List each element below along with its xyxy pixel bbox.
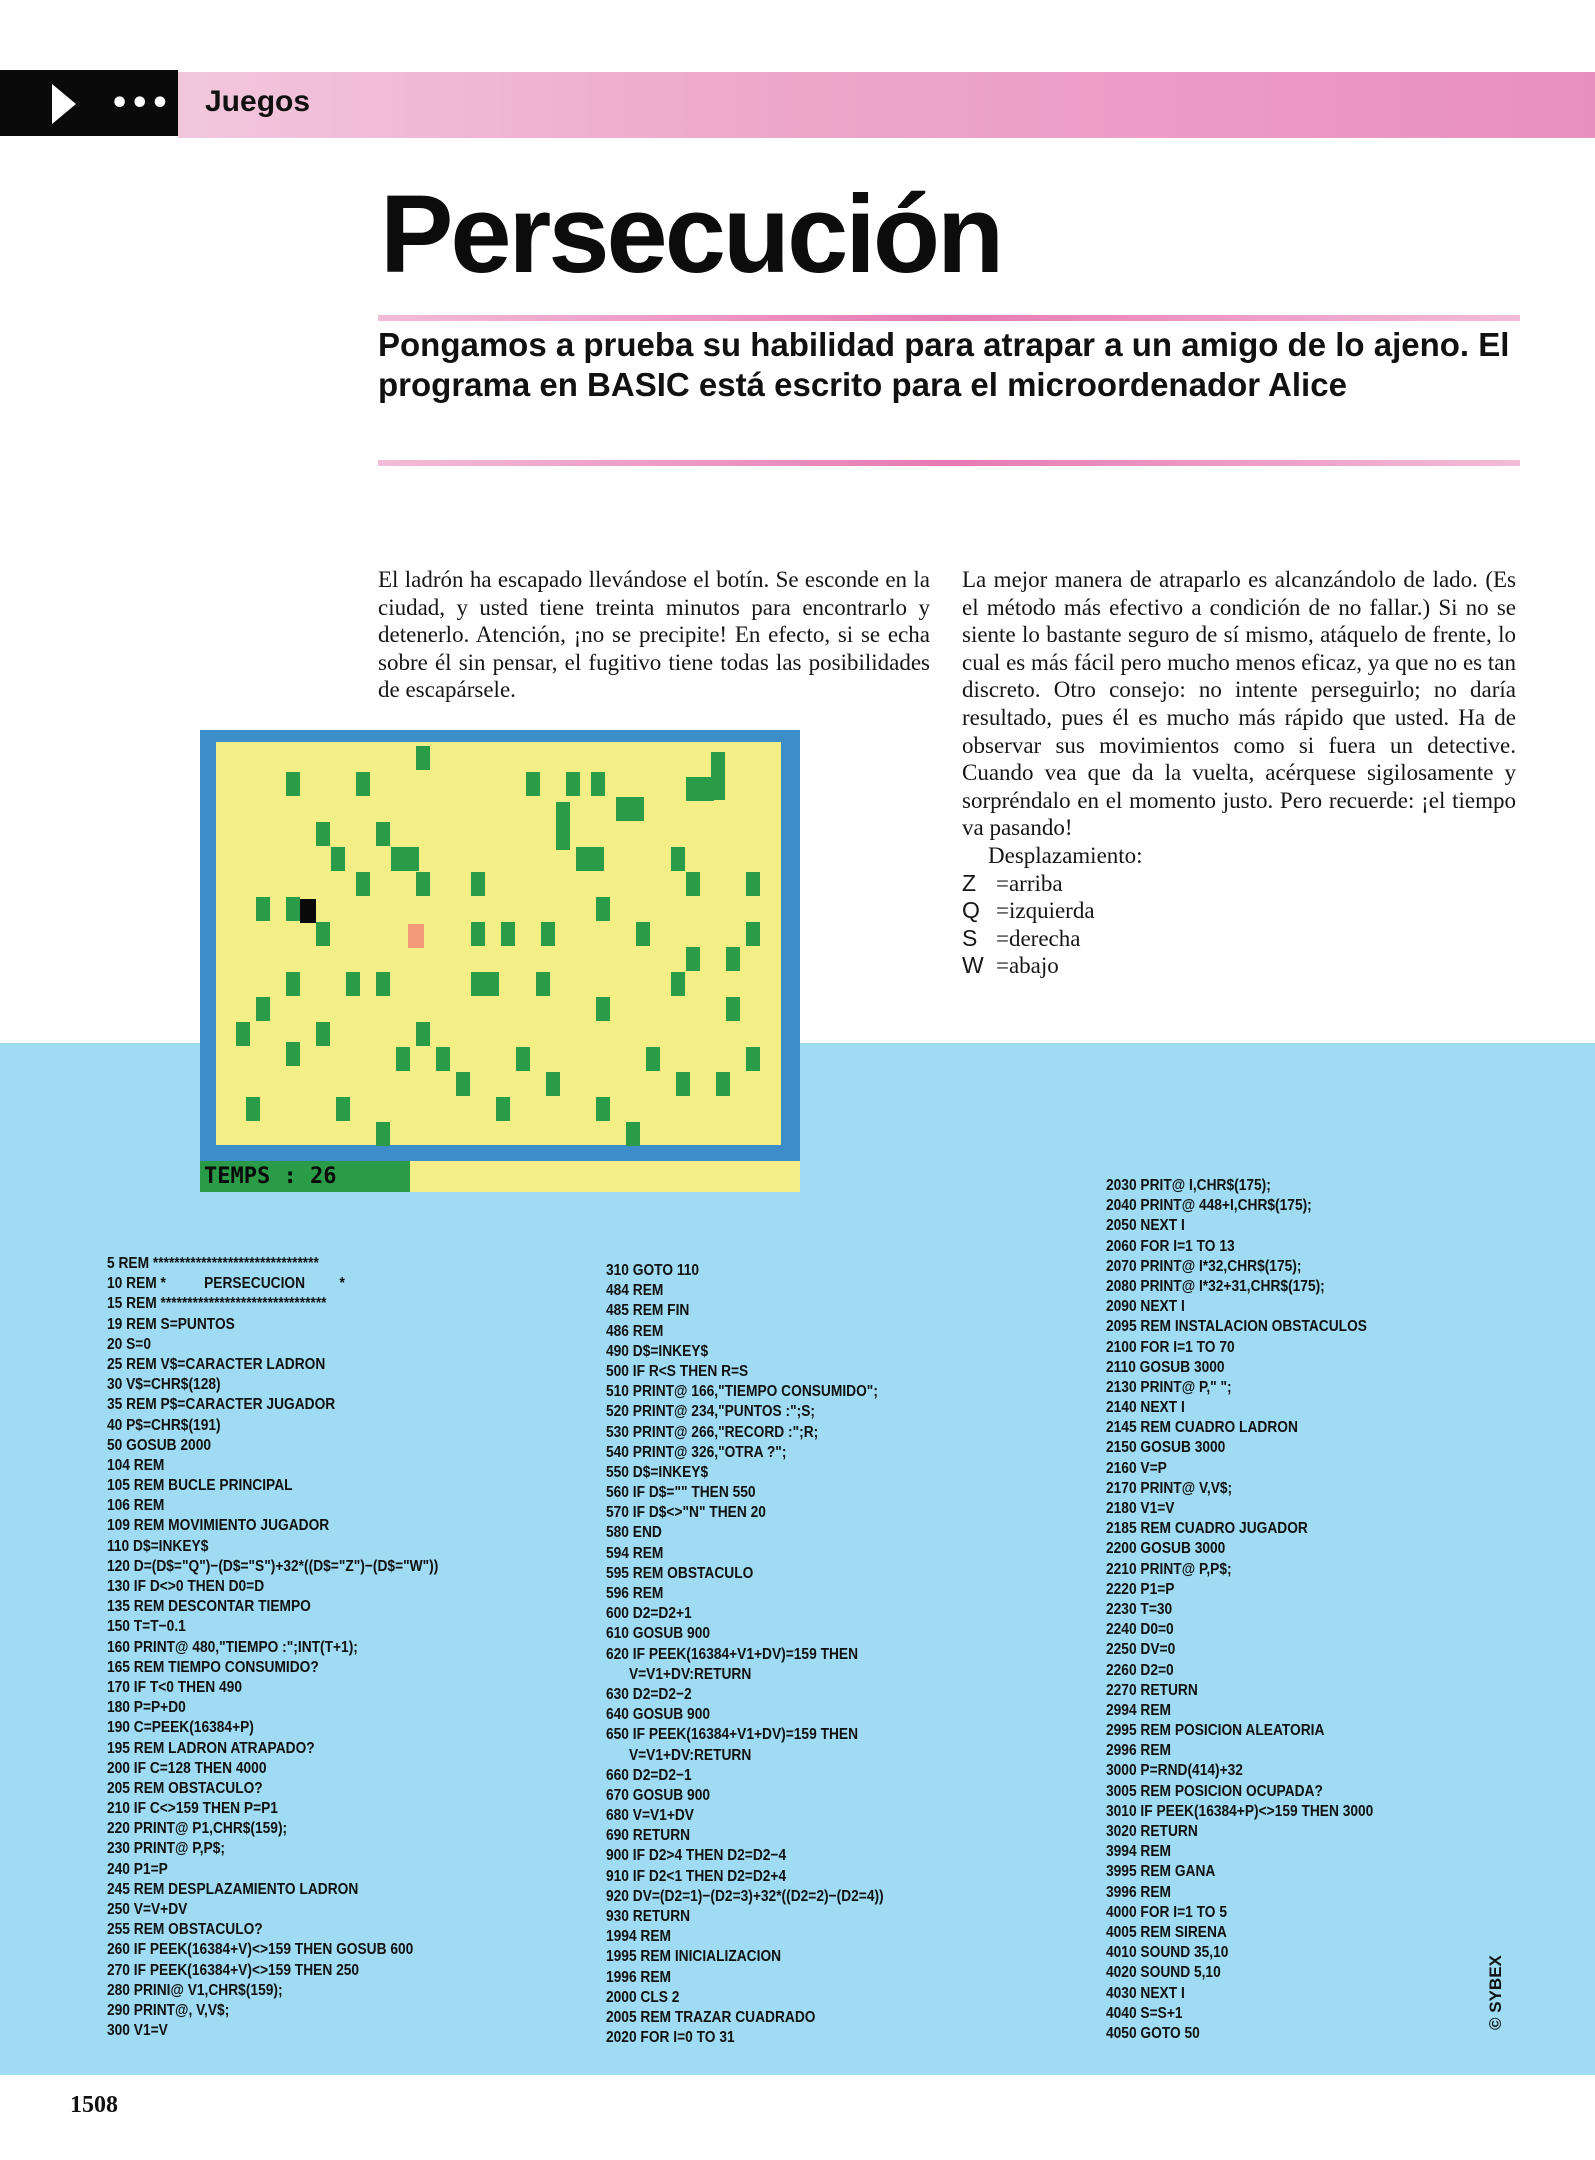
code-line: 2170 PRINT@ V,V$; [1106,1479,1233,1497]
code-line: 3000 P=RND(414)+32 [1106,1762,1243,1780]
code-line: 280 PRINI@ V1,CHR$(159); [107,1981,283,1999]
code-line: 255 REM OBSTACULO? [107,1921,263,1939]
code-line: 930 RETURN [606,1908,691,1925]
obstacle-tile [546,1072,560,1096]
code-line: 40 P$=CHR$(191) [107,1416,221,1434]
code-line: 25 REM V$=CARACTER LADRON [107,1355,326,1373]
code-line: 2160 V=P [1106,1459,1167,1477]
code-line: 310 GOTO 110 [606,1262,700,1279]
obstacle-tile [471,922,485,946]
section-band [178,72,1595,138]
divider-bottom [378,460,1520,466]
code-line: 484 REM [606,1282,664,1300]
code-line: 670 GOSUB 900 [606,1786,711,1804]
obstacle-tile [686,777,714,801]
code-line: 2995 REM POSICION ALEATORIA [1106,1722,1325,1740]
code-line: 230 PRINT@ P,P$; [107,1840,225,1858]
obstacle-tile [316,1022,330,1046]
obstacle-tile [286,772,300,796]
obstacle-tile [286,897,300,921]
code-line: 245 REM DESPLAZAMIENTO LADRON [107,1880,359,1898]
code-line: 2130 PRINT@ P," "; [1106,1378,1232,1396]
code-line: 200 IF C=128 THEN 4000 [107,1759,267,1777]
code-line: 610 GOSUB 900 [606,1625,711,1643]
code-line: 110 D$=INKEY$ [107,1537,209,1555]
section-dots: ••• [110,86,171,121]
code-line: 290 PRINT@, V,V$; [107,2001,230,2019]
obstacle-tile [576,847,604,871]
code-line: 150 T=T−0.1 [107,1618,186,1636]
obstacle-tile [416,1022,430,1046]
obstacle-tile [726,997,740,1021]
obstacle-tile [246,1097,260,1121]
code-line: 109 REM MOVIMIENTO JUGADOR [107,1517,330,1535]
code-line: 260 IF PEEK(16384+V)<>159 THEN GOSUB 600 [107,1941,414,1959]
obstacle-tile [746,1047,760,1071]
code-line: 910 IF D2<1 THEN D2=D2+4 [606,1867,787,1885]
code-line: 2110 GOSUB 3000 [1106,1358,1225,1376]
obstacle-tile [671,972,685,996]
page-bottom-margin [0,2075,1595,2160]
game-screenshot [200,730,800,1192]
code-line: V=V1+DV:RETURN [606,1746,752,1764]
obstacle-tile [591,772,605,796]
obstacle-tile [671,847,685,871]
page-title: Persecución [380,173,1002,296]
code-line: 3995 REM GANA [1106,1863,1216,1881]
obstacle-tile [566,772,580,796]
code-line: 35 REM P$=CARACTER JUGADOR [107,1396,336,1414]
obstacle-tile [456,1072,470,1096]
control-row [962,870,1516,898]
code-line: 2220 P1=P [1106,1580,1175,1598]
obstacle-tile [376,822,390,846]
code-line: 15 REM ******************************* [107,1295,327,1313]
obstacle-tile [356,772,370,796]
code-line: 195 REM LADRON ATRAPADO? [107,1739,315,1757]
code-line: 165 REM TIEMPO CONSUMIDO? [107,1658,319,1676]
code-line: 600 D2=D2+1 [606,1605,692,1623]
control-action: =arriba [996,870,1063,896]
code-line: V=V1+DV:RETURN [606,1665,752,1683]
obstacle-tile [616,797,644,821]
obstacle-tile [346,972,360,996]
obstacle-tile [376,972,390,996]
code-line: 3996 REM [1106,1883,1172,1901]
thief-sprite [300,899,316,923]
obstacle-tile [726,947,740,971]
code-line: 3994 REM [1106,1843,1172,1861]
code-line: 4040 S=S+1 [1106,2004,1183,2022]
code-line: 485 REM FIN [606,1302,690,1320]
code-line: 4000 FOR I=1 TO 5 [1106,1903,1227,1921]
code-line: 160 PRINT@ 480,"TIEMPO :";INT(T+1); [107,1638,358,1656]
status-bar [200,1161,800,1192]
obstacle-tile [316,822,330,846]
obstacle-tile [501,922,515,946]
code-line: 2050 NEXT I [1106,1217,1185,1235]
code-line: 560 IF D$="" THEN 550 [606,1484,756,1502]
obstacle-tile [676,1072,690,1096]
copyright-notice: © SYBEX [1486,1955,1505,2030]
obstacle-tile [646,1047,660,1071]
code-line: 4050 GOTO 50 [1106,2024,1200,2042]
control-action: =derecha [996,925,1081,951]
code-line: 50 GOSUB 2000 [107,1436,212,1454]
player-sprite [408,924,424,948]
code-line: 620 IF PEEK(16384+V1+DV)=159 THEN [606,1645,859,1663]
obstacle-tile [331,847,345,871]
code-line: 540 PRINT@ 326,"OTRA ?"; [606,1443,787,1461]
code-line: 104 REM [107,1456,165,1474]
code-line: 2180 V1=V [1106,1500,1175,1517]
obstacle-tile [636,922,650,946]
obstacle-tile [596,897,610,921]
code-line: 630 D2=D2−2 [606,1685,692,1703]
code-line: 3020 RETURN [1106,1823,1198,1840]
obstacle-tile [416,872,430,896]
code-line: 550 D$=INKEY$ [606,1463,709,1481]
code-line: 500 IF R<S THEN R=S [606,1362,749,1380]
control-action: =izquierda [996,898,1095,924]
obstacle-tile [626,1122,640,1146]
obstacle-tile [516,1047,530,1071]
code-line: 594 REM [606,1544,664,1562]
code-line: 19 REM S=PUNTOS [107,1315,235,1333]
code-line: 105 REM BUCLE PRINCIPAL [107,1477,293,1495]
obstacle-tile [496,1097,510,1121]
listing-column-1 [107,1254,438,2041]
code-line: 5 REM ******************************* [107,1255,319,1272]
code-line: 2996 REM [1106,1742,1172,1760]
code-line: 2250 DV=0 [1106,1641,1176,1659]
code-line: 2090 NEXT I [1106,1298,1185,1316]
code-line: 510 PRINT@ 166,"TIEMPO CONSUMIDO"; [606,1383,878,1401]
code-line: 180 P=P+D0 [107,1699,186,1717]
obstacle-tile [556,802,570,850]
code-line: 4020 SOUND 5,10 [1106,1964,1221,1982]
obstacle-tile [596,1097,610,1121]
obstacle-tile [236,1022,250,1046]
code-line: 240 P1=P [107,1860,168,1878]
code-line: 2185 REM CUADRO JUGADOR [1106,1520,1308,1538]
code-line: 2060 FOR I=1 TO 13 [1106,1237,1235,1255]
obstacle-tile [356,872,370,896]
code-line: 4005 REM SIRENA [1106,1923,1227,1941]
code-line: 2200 GOSUB 3000 [1106,1540,1226,1558]
obstacle-tile [716,1072,730,1096]
code-line: 486 REM [606,1322,664,1340]
obstacle-tile [416,746,430,770]
obstacle-tile [526,772,540,796]
obstacle-tile [436,1047,450,1071]
code-line: 270 IF PEEK(16384+V)<>159 THEN 250 [107,1961,360,1979]
code-line: 170 IF T<0 THEN 490 [107,1678,242,1696]
divider-top [378,315,1520,321]
code-line: 4030 NEXT I [1106,1984,1185,2002]
code-line: 120 D=(D$="Q")−(D$="S")+32*((D$="Z")−(D$="W")) [107,1557,439,1575]
code-line: 106 REM [107,1497,165,1515]
obstacle-tile [256,997,270,1021]
code-line: 920 DV=(D2=1)−(D2=3)+32*((D2=2)−(D2=4)) [606,1887,884,1905]
code-line: 690 RETURN [606,1827,691,1845]
obstacle-tile [256,897,270,921]
code-line: 2005 REM TRAZAR CUADRADO [606,2008,816,2026]
control-row [962,925,1516,953]
code-line: 250 V=V+DV [107,1901,188,1918]
listing-column-2 [606,1261,884,2048]
time-readout: TEMPS : 26 [204,1164,337,1189]
code-line: 2100 FOR I=1 TO 70 [1106,1338,1235,1356]
game-playfield [216,742,781,1145]
code-line: 2994 REM [1106,1701,1172,1719]
code-line: 680 V=V1+DV [606,1807,694,1825]
obstacle-tile [541,922,555,946]
code-line: 520 PRINT@ 234,"PUNTOS :";S; [606,1403,815,1421]
code-line: 596 REM [606,1585,664,1602]
obstacle-tile [376,1122,390,1146]
code-line: 2070 PRINT@ I*32,CHR$(175); [1106,1257,1302,1275]
controls-title: Desplazamiento: [988,842,1143,868]
code-line: 2080 PRINT@ I*32+31,CHR$(175); [1106,1277,1325,1295]
obstacle-tile [396,1047,410,1071]
code-line: 4010 SOUND 35,10 [1106,1944,1229,1962]
code-line: 2145 REM CUADRO LADRON [1106,1419,1298,1437]
obstacle-tile [746,872,760,896]
code-line: 210 IF C<>159 THEN P=P1 [107,1800,278,1818]
control-action: =abajo [996,953,1059,979]
body-column-2 [962,566,1516,980]
body-column-1: El ladrón ha escapado llevándose el botín. Se esconde en la ciudad, y usted tiene treinta minutos para encontrarlo y detenerlo. Atención, ¡no se precipite! En efecto, si se echa sobre él sin pensar, el fugitivo tiene todas las posibilidades de escapársele. [378,567,930,703]
code-line: 130 IF D<>0 THEN D0=D [107,1578,265,1595]
code-line: 650 IF PEEK(16384+V1+DV)=159 THEN [606,1726,859,1744]
code-line: 2230 T=30 [1106,1600,1173,1618]
code-line: 2260 D2=0 [1106,1661,1174,1679]
page-number: 1508 [70,2092,118,2118]
code-line: 220 PRINT@ P1,CHR$(159); [107,1820,288,1838]
code-line: 300 V1=V [107,2022,168,2040]
code-line: 2140 NEXT I [1106,1399,1185,1417]
code-line: 30 V$=CHR$(128) [107,1376,221,1394]
obstacle-tile [336,1097,350,1121]
obstacle-tile [471,972,499,996]
code-line: 2095 REM INSTALACION OBSTACULOS [1106,1318,1367,1336]
code-line: 2240 D0=0 [1106,1621,1174,1639]
code-line: 2040 PRINT@ 448+I,CHR$(175); [1106,1197,1312,1215]
control-row [962,952,1516,980]
lead-paragraph: Pongamos a prueba su habilidad para atrapar a un amigo de lo ajeno. El programa en BASIC está escrito para el microordenador Alice [378,326,1510,403]
code-line: 2000 CLS 2 [606,1988,680,2006]
obstacle-tile [686,947,700,971]
code-line: 570 IF D$<>"N" THEN 20 [606,1504,766,1522]
listing-column-3 [1106,1176,1373,2044]
code-line: 1996 REM [606,1968,672,1986]
code-line: 640 GOSUB 900 [606,1706,711,1724]
obstacle-tile [286,1042,300,1066]
code-line: 2210 PRINT@ P,P$; [1106,1560,1232,1578]
code-line: 660 D2=D2−1 [606,1766,692,1784]
code-line: 205 REM OBSTACULO? [107,1779,263,1797]
code-line: 190 C=PEEK(16384+P) [107,1719,254,1737]
control-key: S [962,924,978,951]
code-line: 580 END [606,1524,662,1542]
obstacle-tile [686,872,700,896]
code-line: 135 REM DESCONTAR TIEMPO [107,1598,311,1616]
control-row [962,897,1516,925]
arrow-icon [52,84,76,124]
control-key: Z [962,869,977,896]
code-line: 20 S=0 [107,1335,151,1353]
code-line: 1995 REM INICIALIZACION [606,1948,782,1966]
code-line: 3005 REM POSICION OCUPADA? [1106,1782,1323,1800]
code-line: 2030 PRIT@ I,CHR$(175); [1106,1177,1271,1194]
body-column-2-text: La mejor manera de atraparlo es alcanzándolo de lado. (Es el método más efectivo a condición de no fallar.) Si no se siente lo bastante seguro de sí mismo, atáquelo de frente, lo cual es más fácil pero mucho menos eficaz, ya que no es tan discreto. Otro consejo: no intente perseguirlo; no daría resultado, pues él es mucho más rápido que usted. Ha de observar sus movimientos como si fuera un detective. Cuando vea que da la vuelta, acérquese sigilosamente y sorpréndalo en el momento justo. Pero recuerde: ¡el tiempo va pasando! [962,567,1516,841]
code-line: 3010 IF PEEK(16384+P)<>159 THEN 3000 [1106,1802,1374,1820]
obstacle-tile [316,922,330,946]
code-line: 490 D$=INKEY$ [606,1342,709,1360]
obstacle-tile [746,922,760,946]
code-line: 2270 RETURN [1106,1681,1198,1699]
obstacle-tile [286,972,300,996]
control-key: W [962,952,984,979]
code-line: 1994 REM [606,1928,672,1946]
code-line: 595 REM OBSTACULO [606,1564,754,1582]
control-key: Q [962,897,980,924]
obstacle-tile [596,997,610,1021]
obstacle-tile [471,872,485,896]
section-label: Juegos [205,85,311,118]
obstacle-tile [391,847,419,871]
obstacle-tile [536,972,550,996]
code-line: 10 REM * PERSECUCION * [107,1275,345,1293]
code-line: 900 IF D2>4 THEN D2=D2−4 [606,1847,787,1865]
code-line: 530 PRINT@ 266,"RECORD :";R; [606,1423,819,1441]
code-line: 2150 GOSUB 3000 [1106,1439,1226,1457]
code-line: 2020 FOR I=0 TO 31 [606,2029,735,2047]
